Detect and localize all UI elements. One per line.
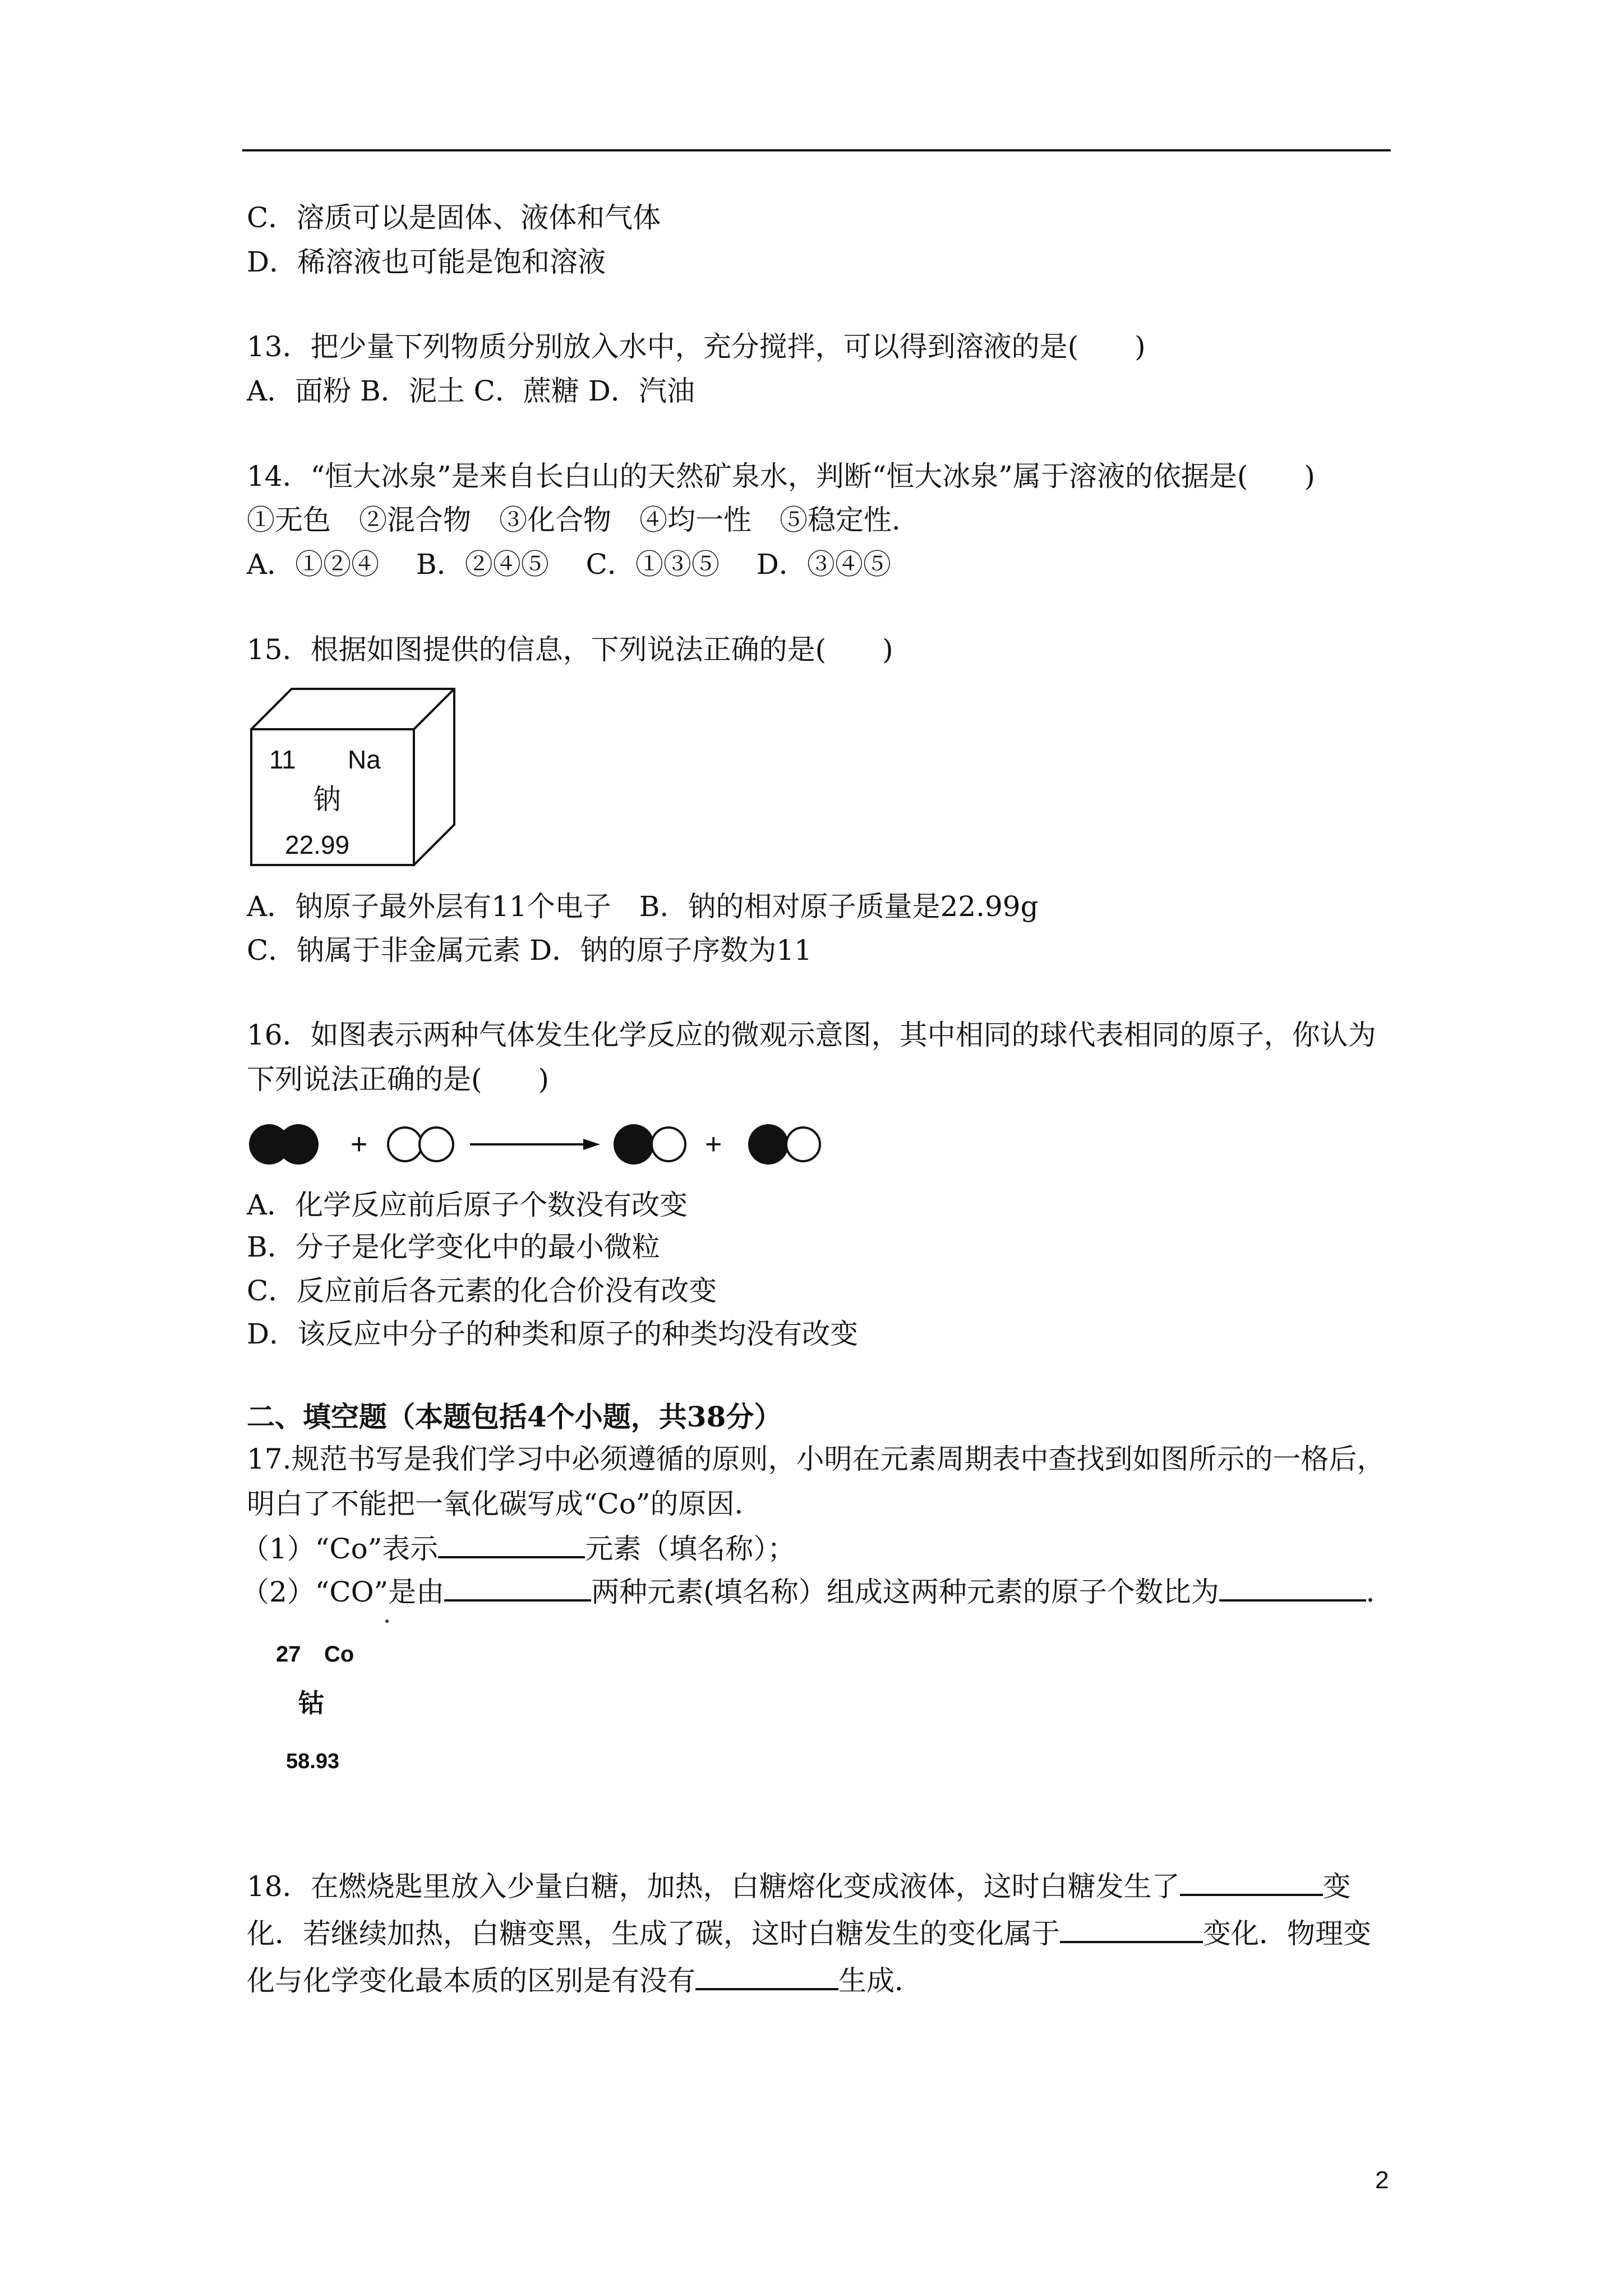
- items-14: ①无色 ②混合物 ③化合物 ④均一性 ⑤稳定性．: [247, 504, 920, 536]
- page-number: 2: [1375, 2166, 1389, 2194]
- arrow-head: [583, 1139, 600, 1150]
- na-symbol: Na: [348, 745, 381, 774]
- white-atom: [786, 1128, 820, 1161]
- question-14: 14．“恒大冰泉”是来自长白山的天然矿泉水，判断“恒大冰泉”属于溶液的依据是( ): [247, 460, 1315, 493]
- answer-blank[interactable]: [438, 1530, 585, 1558]
- question-16-line2: 下列说法正确的是( ): [247, 1063, 550, 1096]
- na-name: 钠: [313, 783, 341, 816]
- black-atom: [748, 1124, 789, 1165]
- header-rule: [242, 149, 1391, 151]
- option-16a: A．化学反应前后原子个数没有改变: [247, 1189, 688, 1221]
- option-12c: C．溶质可以是固体、液体和气体: [247, 201, 661, 234]
- options-15-cd: C．钠属于非金属元素 D．钠的原子序数为11: [247, 934, 812, 967]
- black-atom: [278, 1124, 319, 1165]
- co-atomic-number: 27: [276, 1642, 301, 1667]
- question-17-part2: （2）“CO”是由 两种元素(填名称）组成这两种元素的原子个数比为 ．: [241, 1573, 1394, 1609]
- options-13: A．面粉 B．泥土 C．蔗糖 D．汽油: [247, 375, 695, 407]
- co-name: 钴: [298, 1688, 324, 1718]
- na-atomic-number: 11: [269, 745, 296, 774]
- answer-blank[interactable]: [695, 1962, 838, 1990]
- black-atom: [614, 1124, 654, 1165]
- option-12d: D．稀溶液也可能是饱和溶液: [247, 246, 606, 278]
- answer-blank[interactable]: [1060, 1915, 1203, 1943]
- sodium-element-card: [247, 684, 460, 875]
- option-16d: D．该反应中分子的种类和原子的种类均没有改变: [247, 1318, 859, 1350]
- section-title-fill-in: 二、填空题（本题包括4个小题，共38分）: [247, 1400, 782, 1433]
- question-17-line1: 17.规范书写是我们学习中必须遵循的原则，小明在元素周期表中查找到如图所示的一格后，: [247, 1443, 1385, 1475]
- plus-sign: +: [351, 1128, 368, 1161]
- cobalt-element-cell: [269, 1616, 393, 1784]
- answer-blank[interactable]: [1219, 1573, 1366, 1602]
- white-atom: [652, 1128, 685, 1161]
- answer-blank[interactable]: [1180, 1868, 1323, 1896]
- options-14: A．①②④ B．②④⑤ C．①③⑤ D．③④⑤: [247, 548, 891, 581]
- question-18-line1: 18．在燃烧匙里放入少量白糖，加热，白糖熔化变成液体，这时白糖发生了 变: [247, 1868, 1351, 1904]
- question-18-line2: 化．若继续加热，白糖变黑，生成了碳，这时白糖发生的变化属于 变化．物理变: [247, 1915, 1371, 1951]
- question-18-line3: 化与化学变化最本质的区别是有没有 生成．: [247, 1962, 923, 1998]
- answer-blank[interactable]: [444, 1573, 591, 1602]
- question-16-line1: 16．如图表示两种气体发生化学反应的微观示意图，其中相同的球代表相同的原子，你认为: [247, 1019, 1376, 1051]
- na-atomic-mass: 22.99: [285, 830, 350, 859]
- question-15: 15．根据如图提供的信息，下列说法正确的是( ): [247, 633, 893, 666]
- plus-sign: +: [705, 1128, 722, 1161]
- option-16c: C．反应前后各元素的化合价没有改变: [247, 1274, 717, 1307]
- white-atom: [388, 1128, 422, 1161]
- reaction-diagram: [247, 1114, 852, 1175]
- question-17-line2: 明白了不能把一氧化碳写成“Co”的原因．: [247, 1488, 763, 1520]
- co-atomic-mass: 58.93: [286, 1750, 340, 1773]
- co-symbol: Co: [324, 1642, 354, 1667]
- white-atom: [419, 1128, 453, 1161]
- question-17-part1: （1）“Co”表示 元素（填名称）；: [241, 1530, 795, 1566]
- question-13: 13．把少量下列物质分别放入水中，充分搅拌，可以得到溶液的是( ): [247, 330, 1146, 363]
- speck: [385, 1619, 389, 1623]
- options-15-ab: A．钠原子最外层有11个电子 B．钠的相对原子质量是22.99g: [247, 890, 1039, 923]
- option-16b: B．分子是化学变化中的最小微粒: [247, 1231, 660, 1263]
